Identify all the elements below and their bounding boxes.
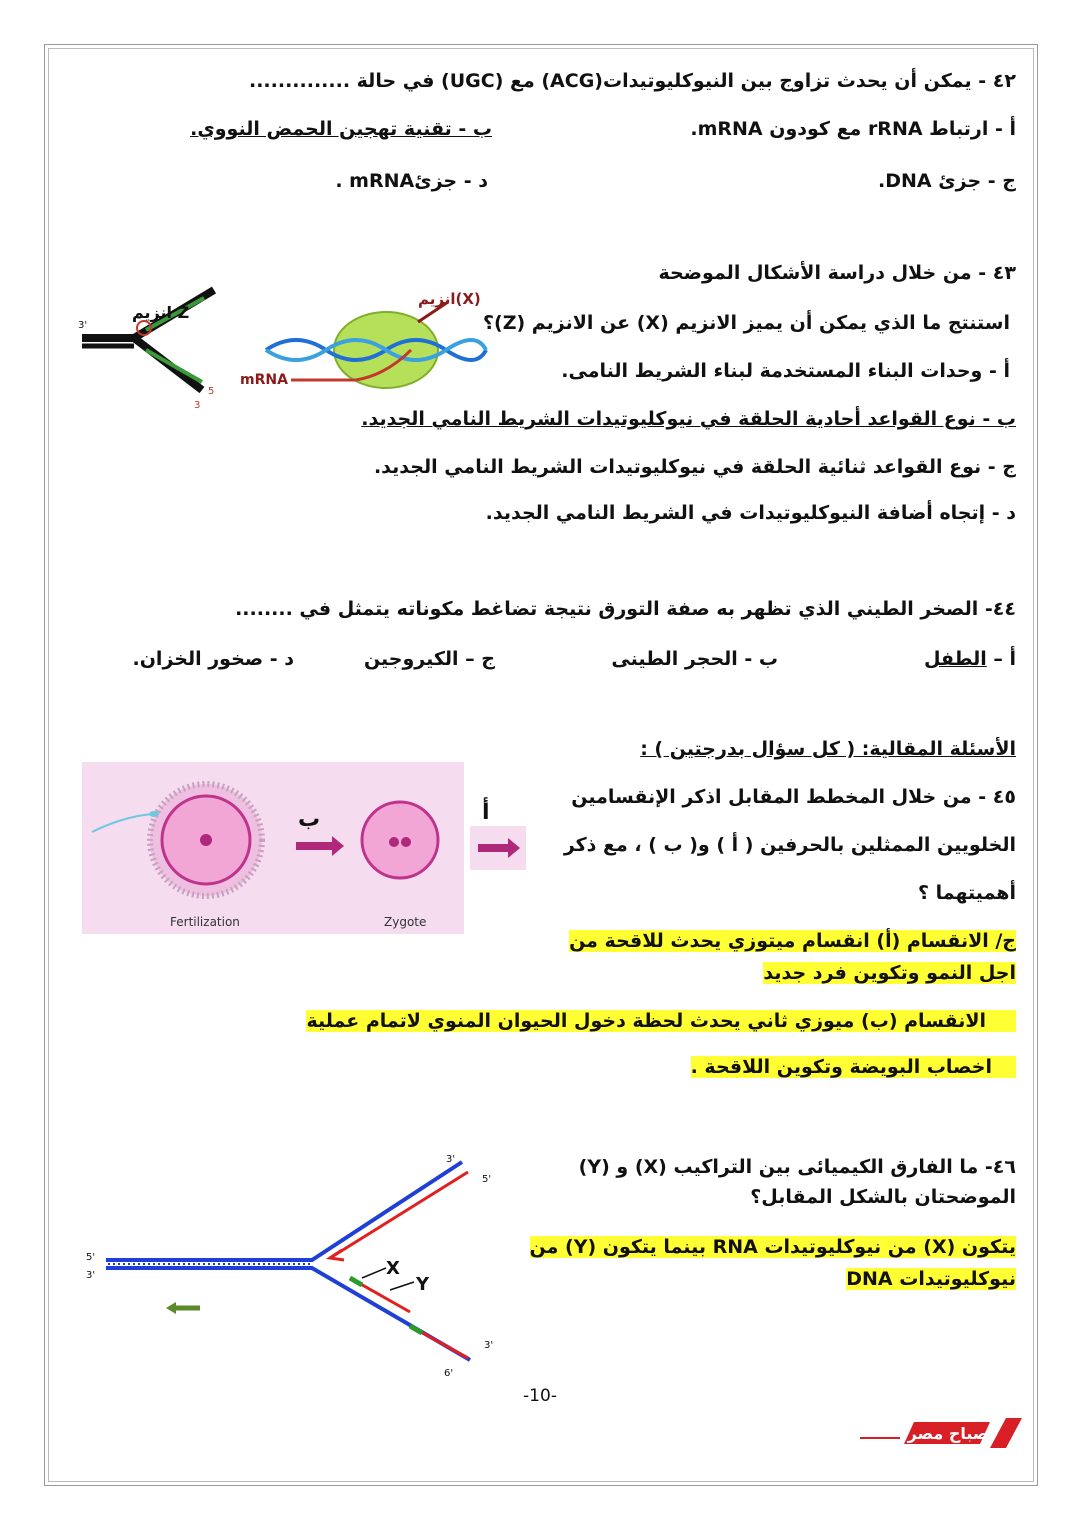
primer-2: [410, 1326, 422, 1333]
parent-strand-top: [106, 1162, 462, 1260]
q43-option-b: ب - نوع القواعد أحادية الحلقة في نيوكليوتيدات الشريط النامي الجديد.: [361, 408, 1016, 430]
q44-option-a-word: الطفل: [923, 648, 987, 670]
fork-3p-label: 3': [78, 320, 88, 331]
q42-stem: ٤٢ - يمكن أن يحدث تزاوج بين النيوكليوتيدات(ACG) مع (UGC) في حالة ..............: [249, 70, 1016, 92]
q44-option-b: ب - الحجر الطينى: [611, 648, 778, 670]
enzyme-z-fork-figure: [74, 270, 244, 415]
label-3p-bottom: 3': [484, 1340, 494, 1351]
logo-slash-mark: [990, 1418, 1022, 1448]
fork-3-label: 3: [194, 400, 201, 411]
q42-option-c: ج - جزئ DNA.: [878, 170, 1016, 192]
y-label: Y: [416, 1274, 430, 1295]
label-b: ب: [298, 807, 321, 832]
site-logo: [856, 1416, 1026, 1450]
q44-option-c: ج – الكيروجين: [363, 648, 495, 670]
sperm-head: [149, 811, 159, 817]
q45-line1: ٤٥ - من خلال المخطط المقابل اذكر الإنقسامين: [571, 786, 1016, 808]
q44-option-a-prefix: أ –: [986, 648, 1016, 670]
egg-nucleus: [200, 834, 212, 846]
q42-option-b: ب - تقنية تهجين الحمض النووي.: [190, 118, 492, 140]
enzyme-x-transcription-figure: [236, 280, 506, 400]
logo-text: صباح مصر: [907, 1424, 989, 1443]
leading-strand-arrowhead: [330, 1250, 344, 1260]
q45-answer1-line2: اجل النمو وتكوين فرد جديد: [763, 962, 1016, 984]
label-3p-top: 3': [446, 1154, 456, 1165]
fertilization-svg: [82, 762, 464, 934]
q43-question: استنتج ما الذي يمكن أن يميز الانزيم (X) عن الانزيم (Z)؟: [482, 312, 1010, 334]
zygote-cell: [362, 802, 438, 878]
fork-lower-new-strand: [146, 350, 202, 382]
label-3p-left: 3': [86, 1270, 96, 1281]
enzyme-z-label: انزيم Z: [132, 303, 190, 322]
arrow-a-head: [508, 838, 520, 858]
q45-answer2-line2: اخصاب البويضة وتكوين اللاقحة .: [691, 1056, 1016, 1078]
arrow-b-head: [332, 836, 344, 856]
fork-5-label: 5: [208, 386, 215, 397]
zygote-pronucleus-2: [401, 837, 411, 847]
essay-heading: الأسئلة المقالية: ( كل سؤال بدرجتين ) :: [640, 738, 1016, 760]
q43-option-c: ج - نوع القواعد ثنائية الحلقة في نيوكليوتيدات الشريط النامي الجديد.: [373, 456, 1016, 478]
x-label: X: [386, 1258, 400, 1279]
q42-option-d: د - جزئmRNA .: [335, 170, 488, 192]
q46-answer-line2: نيوكليوتيدات DNA: [846, 1268, 1016, 1290]
zygote-pronucleus-1: [389, 837, 399, 847]
x-pointer: [362, 1268, 386, 1278]
page-number: -10-: [523, 1386, 557, 1406]
q43-option-a: أ - وحدات البناء المستخدمة لبناء الشريط النامى.: [561, 360, 1010, 382]
q46-line2: الموضحتان بالشكل المقابل؟: [750, 1186, 1016, 1208]
label-6p-bottom: 6': [444, 1368, 454, 1379]
q44-option-a: [924, 648, 1016, 670]
q46-line1: ٤٦- ما الفارق الكيميائى بين التراكيب (X) و (Y): [578, 1156, 1016, 1178]
q42-option-a: أ - ارتباط rRNA مع كودون mRNA.: [690, 118, 1016, 140]
label-5p-top: 5': [482, 1174, 492, 1185]
sperm-tail: [92, 814, 152, 832]
leading-strand: [330, 1172, 468, 1258]
label-a: أ: [482, 800, 490, 825]
enzyme-x-label: انزيم(X): [418, 290, 481, 308]
primer-x: [350, 1278, 362, 1285]
q45-answer1-line1: ج/ الانقسام (أ) انقسام ميتوزي يحدث للاقحة من: [569, 930, 1016, 952]
direction-arrow-head: [166, 1302, 176, 1314]
q44-stem: ٤٤- الصخر الطيني الذي تظهر به صفة التورق نتيجة تضاغط مكوناته يتمثل في ........: [235, 598, 1016, 620]
fertilization-label: Fertilization: [170, 915, 240, 929]
q45-answer2-line1: الانقسام (ب) ميوزي ثاني يحدث لحظة دخول الحيوان المنوي لاتمام عملية: [306, 1010, 1016, 1032]
arrow-a-svg: [470, 826, 526, 870]
replication-fork-figure: [80, 1150, 500, 1380]
q45-line2: الخلويين الممثلين بالحرفين ( أ ) و( ب ) ، مع ذكر: [563, 834, 1016, 856]
q43-stem: ٤٣ - من خلال دراسة الأشكال الموضحة: [658, 262, 1016, 284]
fertilization-figure: [82, 762, 464, 934]
q43-option-d: د - إتجاه أضافة النيوكليوتيدات في الشريط النامي الجديد.: [485, 502, 1016, 524]
q44-option-d: د - صخور الخزان.: [132, 648, 294, 670]
arrow-a-box: [470, 826, 526, 870]
q45-line3: أهميتهما ؟: [918, 882, 1016, 904]
zygote-label: Zygote: [384, 915, 427, 929]
q46-answer-line1: يتكون (X) من نيوكليوتيدات RNA بينما يتكون (Y) من: [529, 1236, 1016, 1258]
y-pointer: [390, 1282, 414, 1290]
label-5p-left: 5': [86, 1252, 96, 1263]
mrna-label: mRNA: [240, 372, 288, 388]
